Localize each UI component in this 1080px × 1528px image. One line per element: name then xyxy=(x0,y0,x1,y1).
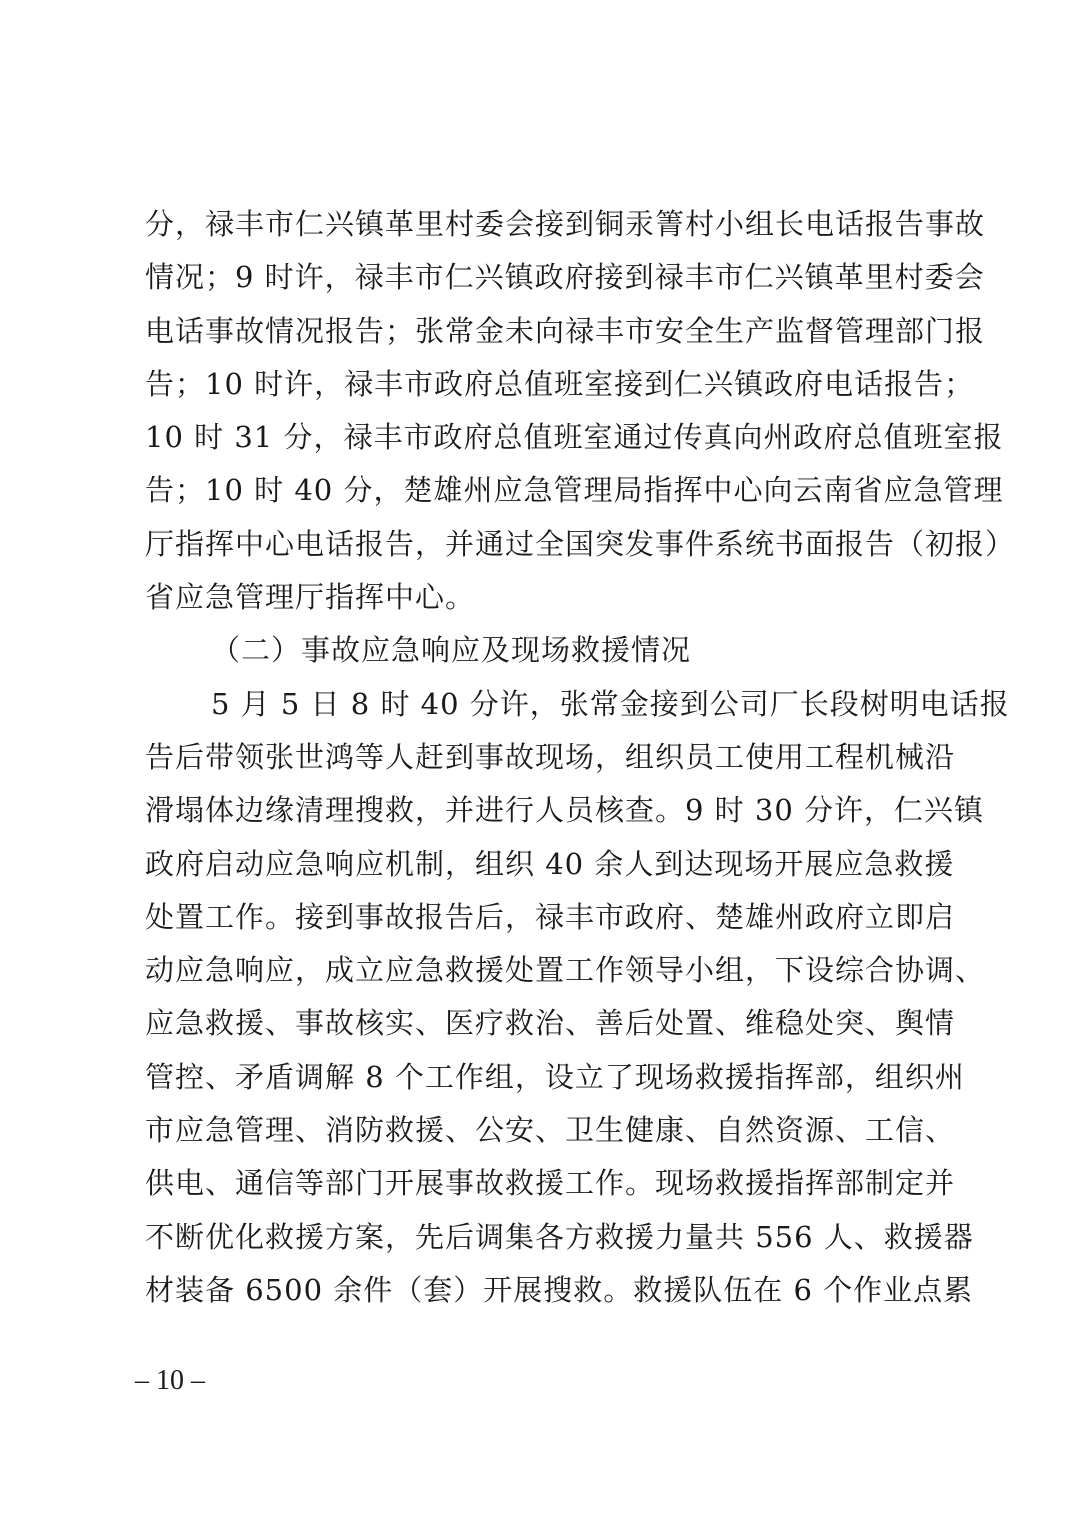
text-line: 分，禄丰市仁兴镇革里村委会接到铜汞箐村小组长电话报告事故 xyxy=(145,207,986,241)
text-line: 应急救援、事故核实、医疗救治、善后处置、维稳处突、舆情 xyxy=(145,1006,956,1041)
text-line: 管控、矛盾调解 8 个工作组，设立了现场救援指挥部，组织州 xyxy=(145,1059,965,1094)
text-line: 告；10 时许，禄丰市政府总值班室接到仁兴镇政府电话报告； xyxy=(145,366,975,401)
paragraph-report-timeline xyxy=(145,198,1016,624)
text-line: 电话事故情况报告；张常金未向禄丰市安全生产监督管理部门报 xyxy=(145,313,986,348)
text-line: 不断优化救援方案，先后调集各方救援力量共 556 人、救援器 xyxy=(145,1219,974,1254)
text-line: 政府启动应急响应机制，组织 40 余人到达现场开展应急救援 xyxy=(145,846,955,881)
document-body xyxy=(145,198,1016,1317)
text-line: 10 时 31 分，禄丰市政府总值班室通过传真向州政府总值班室报 xyxy=(145,420,1004,455)
text-line: 5 月 5 日 8 时 40 分许，张常金接到公司厂长段树明电话报 xyxy=(211,686,1010,721)
text-line: 供电、通信等部门开展事故救援工作。现场救援指挥部制定并 xyxy=(145,1166,956,1201)
text-line: 情况；9 时许，禄丰市仁兴镇政府接到禄丰市仁兴镇革里村委会 xyxy=(145,260,985,295)
text-line: 材装备 6500 余件（套）开展搜救。救援队伍在 6 个作业点累 xyxy=(145,1272,974,1307)
page-number: – 10 – xyxy=(135,1365,205,1396)
text-line: 动应急响应，成立应急救援处置工作领导小组，下设综合协调、 xyxy=(145,953,986,988)
section-heading: （二）事故应急响应及现场救援情况 xyxy=(211,633,692,668)
text-line: 市应急管理、消防救援、公安、卫生健康、自然资源、工信、 xyxy=(145,1113,956,1148)
text-line: 省应急管理厅指挥中心。 xyxy=(145,580,476,615)
paragraph-emergency-response xyxy=(145,678,1010,1318)
text-line: 处置工作。接到事故报告后，禄丰市政府、楚雄州政府立即启 xyxy=(145,899,956,934)
text-line: 告；10 时 40 分，楚雄州应急管理局指挥中心向云南省应急管理 xyxy=(145,473,1004,508)
text-line: 厅指挥中心电话报告，并通过全国突发事件系统书面报告（初报） xyxy=(145,526,1016,561)
text-line: 滑塌体边缘清理搜救，并进行人员核查。9 时 30 分许，仁兴镇 xyxy=(145,793,985,828)
text-line: 告后带领张世鸿等人赶到事故现场，组织员工使用工程机械沿 xyxy=(145,739,956,774)
